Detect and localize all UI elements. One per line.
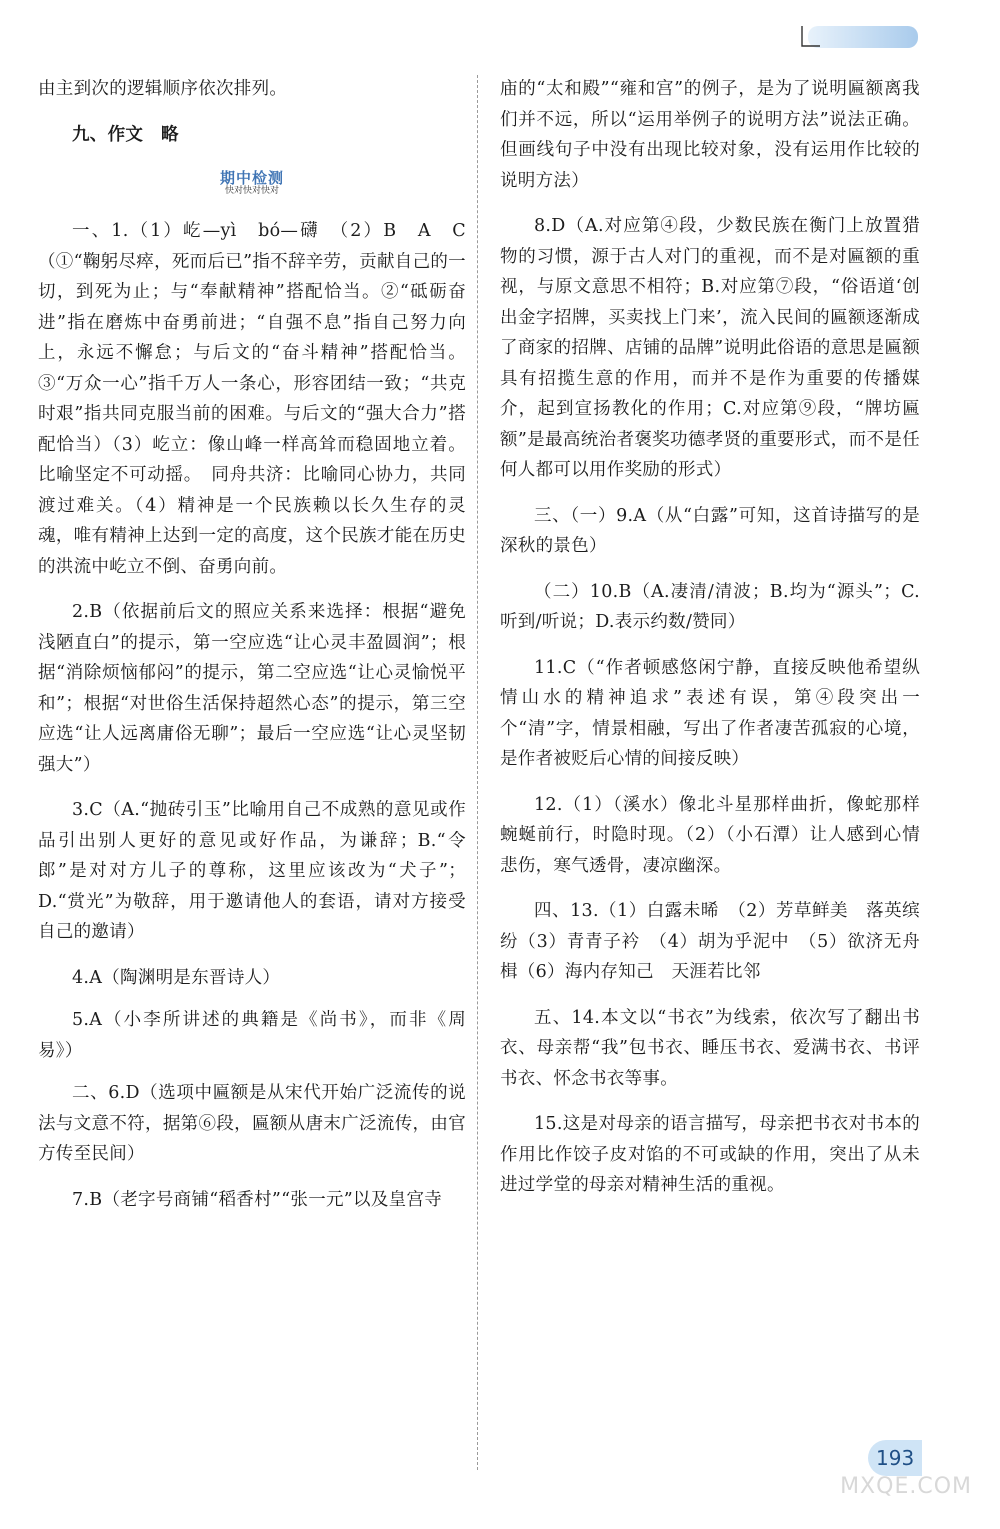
answer-q14: 五、14.本文以“书衣”为线索，依次写了翻出书衣、母亲帮“我”包书衣、睡压书衣、爱满书衣、书评书衣、怀念书衣等事。: [500, 1007, 920, 1089]
answer-q8: 8.D（A.对应第④段，少数民族在衡门上放置猎物的习惯，源于古人对门的重视，而不是对匾额的重视，与原文意思不相符；B.对应第⑦段，“俗语道‘创出金字招牌，买卖找上门来’，流入民间的匾额逐渐成了商家的招牌、店铺的品牌”说明此俗语的意思是匾额具有招揽生意的作用，而并不是作为重要的传播媒介，起到宣扬教化的作用；C.对应第⑨段，“牌坊匾额”是最高统治者褒奖功德孝贤的重要形式，而不是任何人都可以用作奖励的形式）: [500, 216, 920, 480]
watermark: [792, 1419, 972, 1499]
answer-continuation: 由主到次的逻辑顺序依次排列。: [38, 79, 288, 99]
answer-q10: （二）10.B（A.凄清/清波；B.均为“源头”；C.听到/听说；D.表示约数/赞同）: [500, 581, 920, 632]
answer-q7-end: 庙的“太和殿”“雍和宫”的例子，是为了说明匾额离我们并不远，所以“运用举例子的说明方法”说法正确。但画线句子中没有出现比较对象，没有运用作比较的说明方法）: [500, 79, 920, 191]
answer-q13: 四、13.（1）白露未晞 （2）芳草鲜美 落英缤纷（3）青青子衿 （4）胡为乎泥中 （5）欲济无舟楫（6）海内存知己 天涯若比邻: [500, 901, 920, 982]
answer-q15: 15.这是对母亲的语言描写，母亲把书衣对书本的作用比作饺子皮对馅的不可或缺的作用，突出了从未进过学堂的母亲对精神生活的重视。: [500, 1114, 920, 1195]
corner-decoration-icon: [790, 20, 920, 52]
left-column: [38, 74, 466, 1215]
answer-q6: 二、6.D（选项中匾额是从宋代开始广泛流传的说法与文意不符，据第⑥段，匾额从唐末广泛流传，由官方传至民间）: [38, 1083, 466, 1164]
section-heading-title: 期中检测: [219, 169, 284, 187]
column-divider: [477, 75, 478, 1470]
page-number: 193: [876, 1446, 915, 1470]
answer-q3: 3.C（A.“抛砖引玉”比喻用自己不成熟的意见或作品引出别人更好的意见或好作品，为谦辞；B.“令郎”是对对方儿子的尊称，这里应该改为“犬子”；D.“赏光”为敬辞，用于邀请他人的套语，请对方接受自己的邀请）: [38, 800, 466, 942]
answer-q7-start: 7.B（老字号商铺“稻香村”“张一元”以及皇宫寺: [72, 1189, 443, 1210]
answer-q12: 12.（1）（溪水）像北斗星那样曲折，像蛇那样蜿蜒前行，时隐时现。（2）（小石潭）让人感到心情悲伤，寒气透骨，凄凉幽深。: [500, 794, 920, 876]
answer-q2: 2.B（依据前后文的照应关系来选择：根据“避免浅陋直白”的提示，第一空应选“让心灵丰盈圆润”；根据“消除烦恼郁闷”的提示，第二空应选“让心灵愉悦平和”；根据“对世俗生活保持超然心态”的提示，第三空应选“让人远离庸俗无聊”；最后一空应选“让心灵坚韧强大”）: [38, 602, 466, 775]
answer-q1: 一、1.（1）屹—yì bó—礴 （2）B A C（①“鞠躬尽瘁，死而后已”指不辞辛劳，贡献自己的一切，到死为止；与“奉献精神”搭配恰当。②“砥砺奋进”指在磨炼中奋勇前进；“自强不息”指自己努力向上，永远不懈怠；与后文的“奋斗精神”搭配恰当。③“万众一心”指千万人一条心，形容团结一致；“共克时艰”指共同克服当前的困难。与后文的“强大合力”搭配恰当）（3）屹立：像山峰一样高耸而稳固地立着。比喻坚定不可动摇。 同舟共济：比喻同心协力，共同渡过难关。（4）精神是一个民族赖以长久生存的灵魂，唯有精神上达到一定的高度，这个民族才能在历史的洪流中屹立不倒、奋勇向前。: [38, 221, 466, 577]
right-column: [500, 74, 920, 1201]
watermark-text: MXQE.COM: [840, 1474, 972, 1499]
answer-essay: 九、作文 略: [72, 124, 179, 145]
answer-q9: 三、（一）9.A（从“白露”可知，这首诗描写的是深秋的景色）: [500, 505, 920, 556]
answer-q11: 11.C（“作者顿感悠闲宁静，直接反映他希望纵情山水的精神追求”表述有误，第④段突出一个“清”字，情景相融，写出了作者凄苦孤寂的心境，是作者被贬后心情的间接反映）: [500, 657, 920, 769]
answer-q5: 5.A（小李所讲述的典籍是《尚书》，而非《周易》）: [38, 1010, 466, 1061]
section-heading-subtitle: 快对快对快对: [224, 186, 279, 196]
answer-q4: 4.A（陶渊明是东晋诗人）: [72, 967, 281, 988]
section-heading-graphic: [188, 170, 316, 202]
